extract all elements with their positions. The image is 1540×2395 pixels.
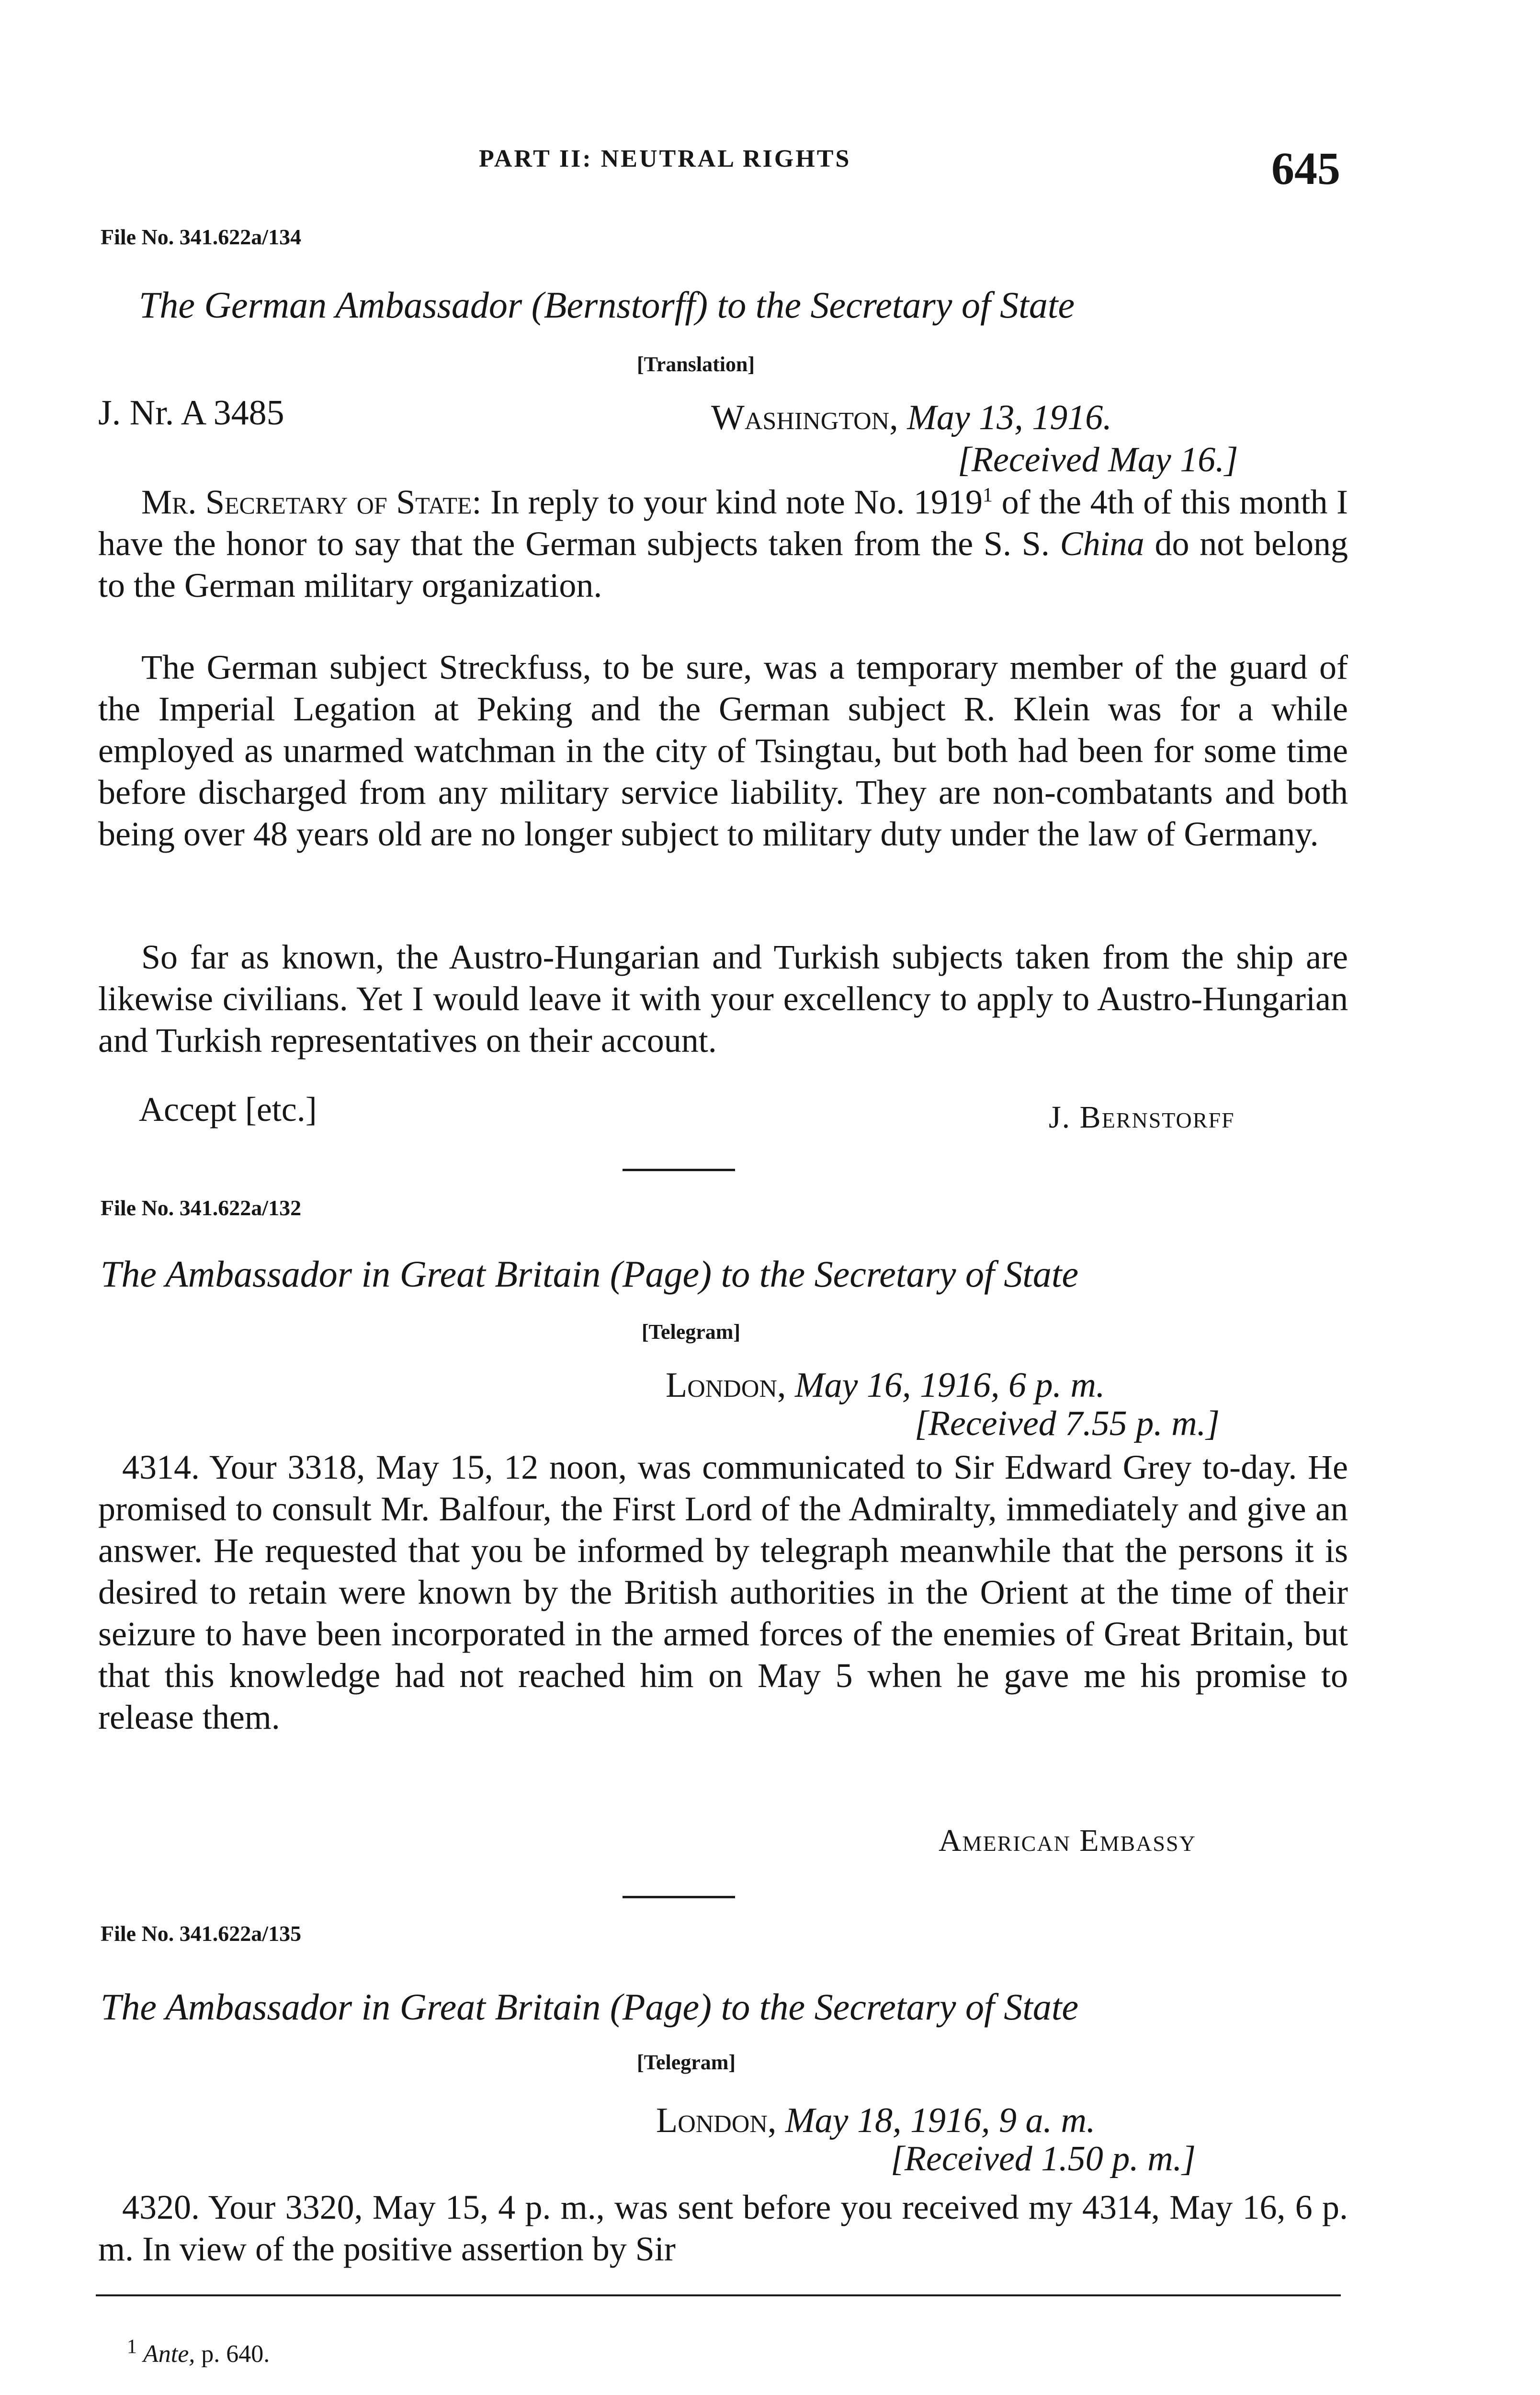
dateline: Washington, May 13, 1916. xyxy=(711,398,1112,437)
running-head: PART II: NEUTRAL RIGHTS xyxy=(479,145,851,172)
section-divider xyxy=(623,1896,735,1898)
page-number: 645 xyxy=(1271,143,1340,194)
paragraph: 4314. Your 3318, May 15, 12 noon, was communicated to Sir Edward Grey to-day. He promised to consult Mr. Balfour, the First Lord of the Admiralty, immediately and give an answer. He requested that you be informed by telegraph meanwhile that the persons it is desired to retain were known by the British authorities in the Orient at the time of their seizure to have been incorporated in the armed forces of the enemies of Great Britain, but that this knowledge had not reached him on May 5 when he gave me his promise to release them. xyxy=(98,1448,1348,1736)
received-line: [Received 1.50 p. m.] xyxy=(891,2139,1196,2178)
file-number: File No. 341.622a/135 xyxy=(101,1921,302,1946)
paragraph: So far as known, the Austro-Hungarian and Turkish subjects taken from the ship are likewise civilians. Yet I would leave it with your excellency to apply to Austro-Hungarian and Turkish representatives on their account. xyxy=(98,938,1348,1060)
signature: J. Bernstorff xyxy=(1049,1100,1235,1135)
dateline: London, May 18, 1916, 9 a. m. xyxy=(656,2101,1096,2140)
document-title: The German Ambassador (Bernstorff) to the Secretary of State xyxy=(139,284,1075,326)
received-line: [Received 7.55 p. m.] xyxy=(915,1404,1220,1443)
received-line: [Received May 16.] xyxy=(958,440,1238,479)
paragraph: Mr. Secretary of State: In reply to your kind note No. 1919$^1$ of the 4th of this month I have the honor to say that the German subjects taken from the S. S. China do not belong to the German military organization. xyxy=(98,483,1348,604)
document-title: The Ambassador in Great Britain (Page) to the Secretary of State xyxy=(101,1253,1079,1295)
file-number: File No. 341.622a/134 xyxy=(101,225,302,249)
footnote-reference: 1 xyxy=(982,484,993,506)
signature: American Embassy xyxy=(939,1823,1196,1858)
footnote-rule xyxy=(96,2294,1341,2296)
closing: Accept [etc.] xyxy=(139,1090,317,1129)
document-type: [Telegram] xyxy=(642,1320,741,1344)
section-divider xyxy=(623,1169,735,1171)
document-type: [Translation] xyxy=(637,353,755,376)
reference-number: J. Nr. A 3485 xyxy=(98,393,284,433)
paragraph: The German subject Streckfuss, to be sure, was a temporary member of the guard of the Imperial Legation at Peking and the German subject R. Klein was for a while employed as unarmed watchman in the city of Tsingtau, but both had been for some time before discharged from any military service liability. They are non-combatants and both being over 48 years old are no longer subject to military duty under the law of Germany. xyxy=(98,648,1348,853)
footnote: $^1$ Ante, p. 640. xyxy=(127,2336,270,2368)
file-number: File No. 341.622a/132 xyxy=(101,1196,302,1220)
document-title: The Ambassador in Great Britain (Page) to the Secretary of State xyxy=(101,1986,1079,2028)
paragraph: 4320. Your 3320, May 15, 4 p. m., was sent before you received my 4314, May 16, 6 p. m. In view of the positive assertion by Sir xyxy=(98,2188,1348,2268)
dateline: London, May 16, 1916, 6 p. m. xyxy=(666,1366,1105,1405)
document-type: [Telegram] xyxy=(637,2051,736,2074)
